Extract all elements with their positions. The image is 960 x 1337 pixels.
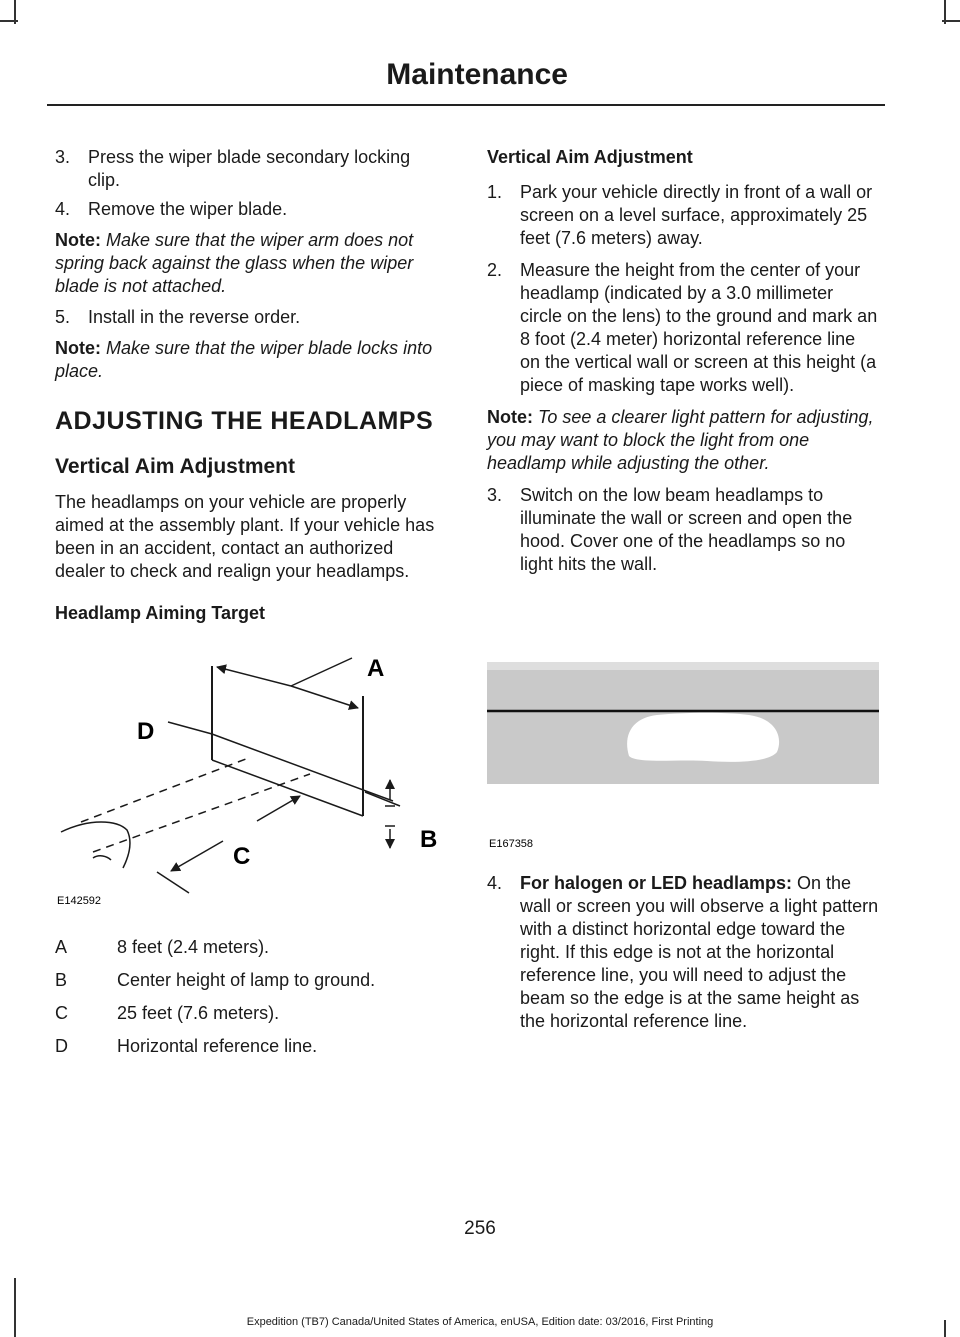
page-title: Maintenance [386,58,568,91]
headlamp-aiming-target-diagram [55,636,445,916]
label-d: D [137,718,155,745]
note-label: Note: [487,407,533,427]
beam-line-upper [81,757,251,822]
crop-mark [0,20,18,22]
step-text: Remove the wiper blade. [88,199,288,219]
list-item [55,198,447,221]
headlamp-mark [93,856,111,860]
right-heading: Vertical Aim Adjustment [487,147,693,167]
reference-line [212,734,393,801]
step-text: Park your vehicle directly in front of a wall or screen on a level surface, approximately 25 feet (7.6 meters) away. [520,182,873,248]
dimension-a-arrow [217,667,291,686]
list-item [55,306,447,329]
legend-key: D [55,1036,68,1056]
intro-paragraph: The headlamps on your vehicle are properly aimed at the assembly plant. If your vehicle has been in an accident, contact an authorized dealer to check and realign your headlamps. [55,492,435,581]
dimension-c-arrow [257,796,300,821]
dimension-a-leader [291,658,352,686]
note [487,406,879,475]
legend-text: 25 feet (7.6 meters). [117,1003,280,1023]
note-text: Make sure that the wiper blade locks into place. [55,338,433,381]
beam-line-lower [93,774,310,852]
crop-mark [14,1278,16,1337]
page-number: 256 [464,1218,496,1239]
list-item [487,872,879,1033]
wall-highlight [487,662,879,670]
step-text: Measure the height from the center of your headlamp (indicated by a 3.0 millimeter circle on the lens) to the ground and mark an 8 foot (2.4 meter) horizontal reference line on the vertical wall or screen at this height (a piece of masking tape works well). [520,260,878,395]
section-heading: ADJUSTING THE HEADLAMPS [55,407,434,435]
label-c: C [233,843,251,870]
lamp-height-line [365,792,400,806]
left-column [55,146,447,1058]
note-text: Make sure that the wiper arm does not spring back against the glass when the wiper blade is not attached. [55,230,414,296]
dimension-c-arrow [171,841,223,871]
subheading: Vertical Aim Adjustment [55,455,296,478]
step-text: On the wall or screen you will observe a light pattern with a distinct horizontal edge toward the right. If this edge is not at the horizontal reference line, you will need to adjust the beam so the edge is at the same height as the horizontal reference line. [520,873,879,1031]
step-number: 3. [487,485,503,505]
dimension-a-arrow [291,686,358,708]
vehicle-hood [61,822,130,868]
legend-text: Horizontal reference line. [117,1036,318,1056]
right-column [487,146,879,1033]
footer-text: Expedition (TB7) Canada/United States of America, enUSA, Edition date: 03/2016, First Printing [246,1316,714,1328]
note-text: To see a clearer light pattern for adjusting, you may want to block the light from one headlamp while adjusting the other. [487,407,874,473]
legend-key: B [55,970,68,990]
ground-line [212,760,363,816]
step-number: 4. [55,199,71,219]
list-item [55,146,447,192]
figure-code: E142592 [57,895,102,907]
label-a: A [367,655,385,682]
figure-code: E167358 [489,838,534,850]
legend-text: 8 feet (2.4 meters). [117,937,270,957]
list-item [487,181,879,250]
header-rule [47,104,885,106]
note-label: Note: [55,230,101,250]
list-item [487,484,879,576]
figure-legend [55,936,447,1058]
step-number: 4. [487,873,503,893]
step-text: Switch on the low beam headlamps to illuminate the wall or screen and open the hood. Cover one of the headlamps so no light hits the wall. [520,485,853,574]
label-b: B [420,826,438,853]
step-text: Press the wiper blade secondary locking clip. [88,147,411,190]
note [55,229,447,298]
dimension-c-end [157,872,189,893]
light-pattern-diagram [487,586,879,866]
step-number: 3. [55,147,71,167]
crop-mark [942,20,960,22]
step-number: 1. [487,182,503,202]
note-label: Note: [55,338,101,358]
legend-text: Center height of lamp to ground. [117,970,376,990]
list-item [487,259,879,397]
light-pattern [627,713,779,762]
step-number: 2. [487,260,503,280]
legend-key: C [55,1003,68,1023]
figure-heading: Headlamp Aiming Target [55,603,266,623]
step-text: Install in the reverse order. [88,307,301,327]
note [55,337,447,383]
step-number: 5. [55,307,71,327]
reference-line-leader [168,722,212,734]
step-lead: For halogen or LED headlamps: [520,873,793,893]
legend-key: A [55,937,68,957]
